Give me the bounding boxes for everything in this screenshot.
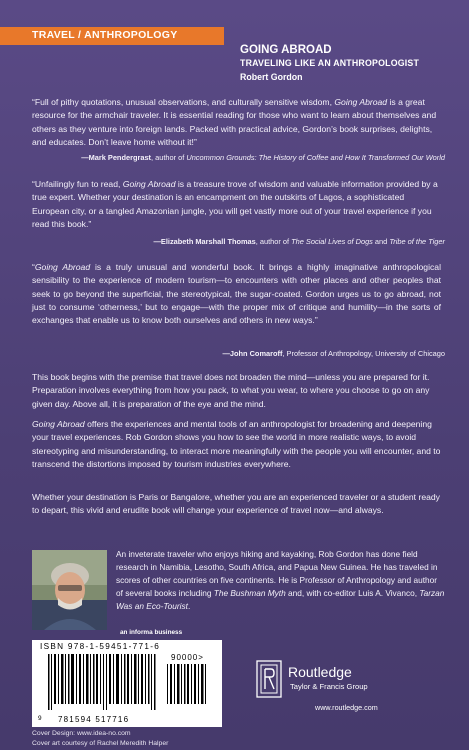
routledge-logo-icon xyxy=(256,660,282,698)
book-title: GOING ABROAD xyxy=(240,44,332,56)
barcode-digits: 781594 517716 xyxy=(58,715,130,724)
publisher-name: Routledge xyxy=(288,664,352,680)
quote-1: “Full of pithy quotations, unusual observations, and culturally sensitive wisdom, Going Abroad is a great resource for the armchair traveler. It is essential reading for those who want to learn about themselves and others as they venture into foreign lands. Packed with practical advice, Gordon’s book surprises, delights, and educates. Don’t leave home without it!” xyxy=(32,97,437,147)
quote-2-attribution: —Elizabeth Marshall Thomas, author of The Social Lives of Dogs and Tribe of the Tiger xyxy=(153,237,445,246)
book-author: Robert Gordon xyxy=(240,72,303,82)
author-portrait-image xyxy=(32,550,107,630)
quote-2: “Unfailingly fun to read, Going Abroad is a treasure trove of wisdom and valuable information provided by a true expert. Whether your destination is an encampment on the outskirts of Lagos, a sophisticated European city, or a tangled Amazonian jungle, you will get vastly more out of your travel experience if you read this book.” xyxy=(32,179,438,229)
body-paragraph-1: This book begins with the premise that travel does not broaden the mind—unless you are prepared for it. Preparation involves everything from how you pack, to what you wear, to where you choose to go on any given day. Above all, it is preparation of the eye and the mind. xyxy=(32,372,430,409)
publisher-group: Taylor & Francis Group xyxy=(290,682,368,691)
cover-art-credit: Cover art courtesy of Rachel Meredith Halper xyxy=(32,740,169,747)
quote-1-attribution: —Mark Pendergrast, author of Uncommon Grounds: The History of Coffee and How It Transformed Our World xyxy=(81,153,445,162)
author-bio: An inveterate traveler who enjoys hiking and kayaking, Rob Gordon has done field research in Namibia, Lesotho, South Africa, and Papua New Guinea. He has traveled in scores of other countries on five continents. He is Professor of Anthropology and author of several books including The Bushman Myth and, with co-editor Luis A. Vivanco, Tarzan Was an Eco-Tourist. xyxy=(116,549,445,612)
cover-design-credit: Cover Design: www.idea-no.com xyxy=(32,730,131,737)
quote-3-attribution: —John Comaroff, Professor of Anthropology, University of Chicago xyxy=(222,349,445,358)
quote-3: “Going Abroad is a truly unusual and wonderful book. It brings a highly imaginative anthropological sensibility to the experience of modern tourism—to encounters with other places and other peoples that seek to go beyond the superficial, the stereotypical, the sugar-coated. Gordon urges us to go abroad, not just to consume ‘otherness,’ but to engage—with the proper mix of critique and humility—in the sorts of exchanges that enable us to know both ourselves and others in new ways.” xyxy=(32,262,441,326)
informa-tagline: an informa business xyxy=(120,629,183,636)
isbn-number: ISBN 978-1-59451-771-6 xyxy=(40,642,161,651)
body-paragraph-3: Whether your destination is Paris or Bangalore, whether you are an experienced traveler or a student ready to depart, this vivid and erudite book will change your experience of travel now—and always. xyxy=(32,492,440,516)
body-paragraph-2: Going Abroad offers the experiences and mental tools of an anthropologist for broadening and deepening your travel experiences. Rob Gordon shows you how to see the world in more realistic ways, to avoid stereotyping and misunderstanding, to interact more meaningfully with the people you will encounter, and to transcend the distortions imposed by tourism industries everywhere. xyxy=(32,419,441,470)
genre-label: TRAVEL / ANTHROPOLOGY xyxy=(32,29,178,41)
book-subtitle: TRAVELING LIKE AN ANTHROPOLOGIST xyxy=(240,58,420,68)
price-code: 90000> xyxy=(171,653,204,662)
barcode-digit-prefix: 9 xyxy=(38,715,42,722)
author-photo xyxy=(32,550,107,630)
publisher-url[interactable]: www.routledge.com xyxy=(315,703,378,712)
